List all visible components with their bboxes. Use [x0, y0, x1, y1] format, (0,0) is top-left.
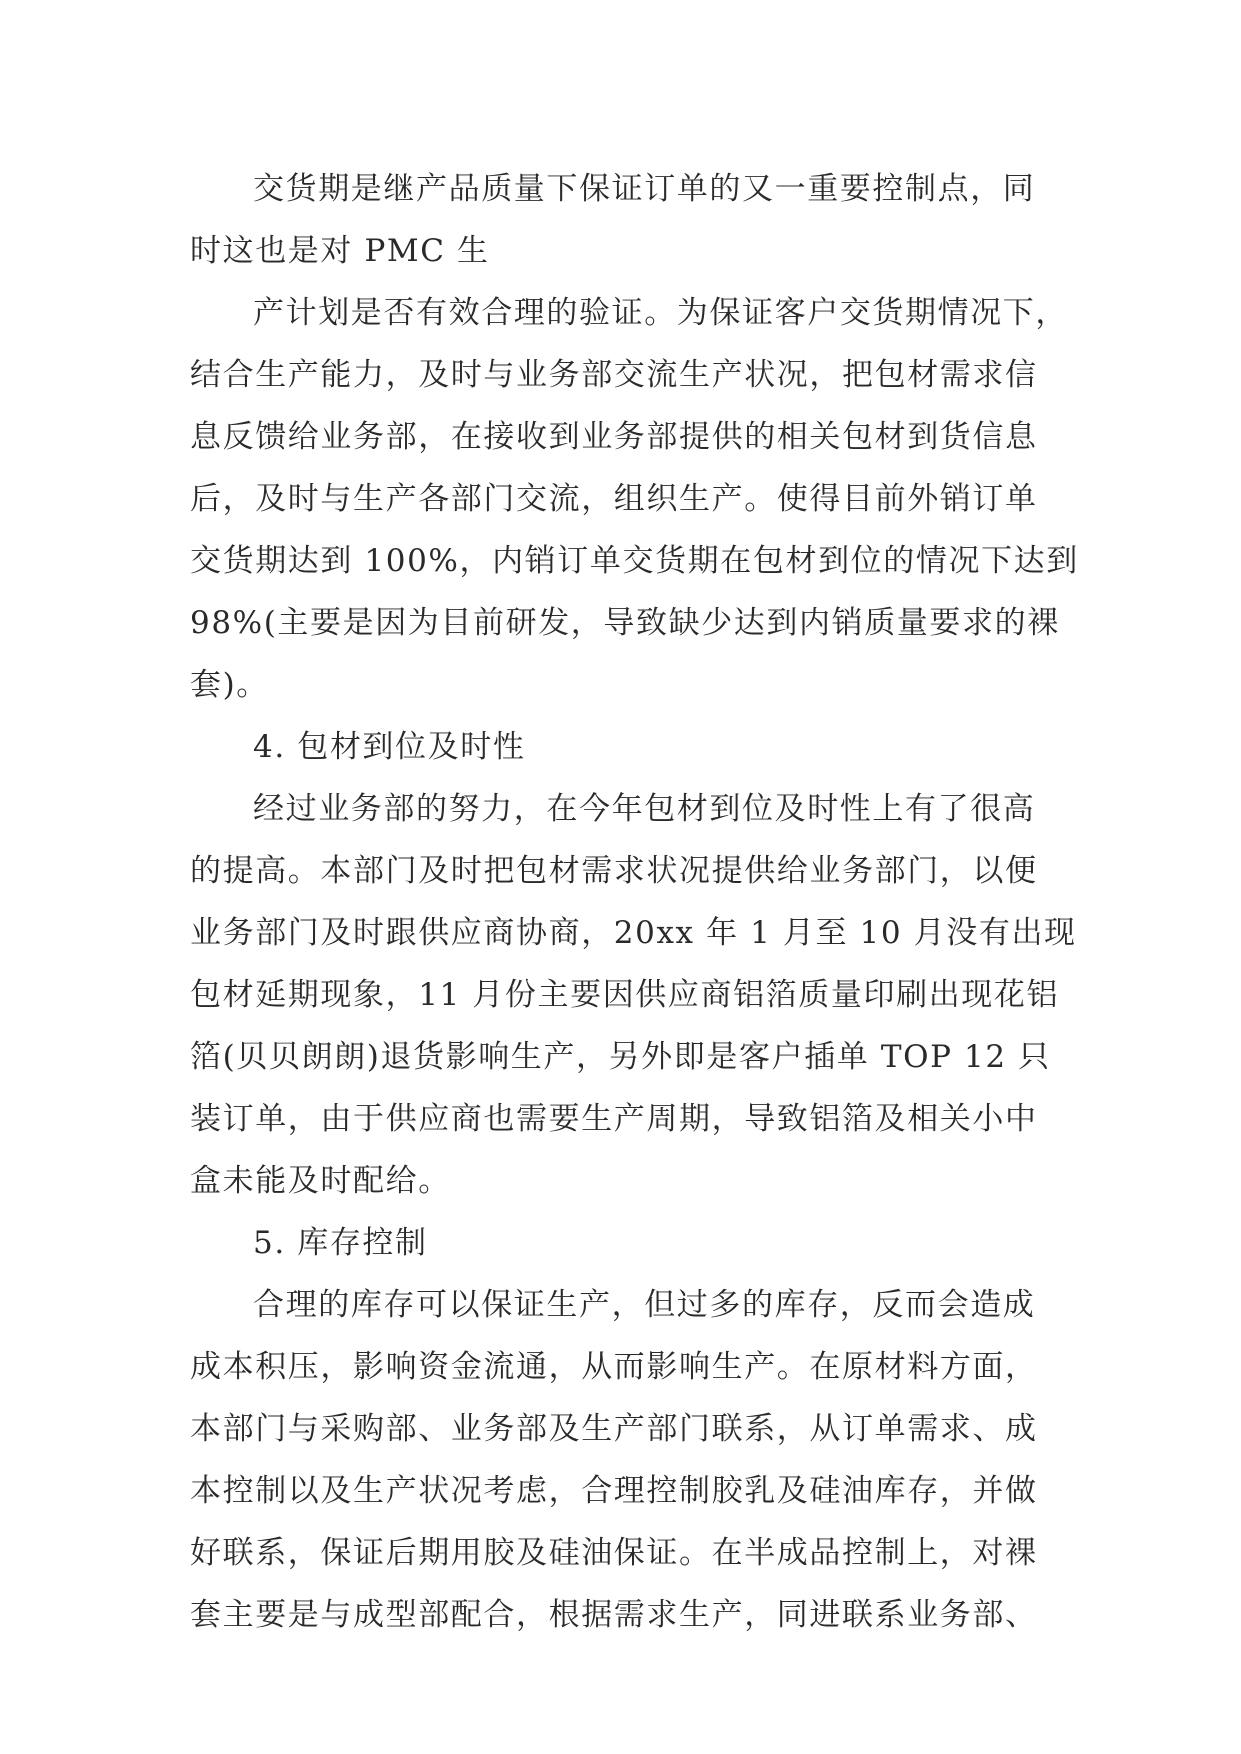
text-line: 98%(主要是因为目前研发，导致缺少达到内销质量要求的裸 [190, 605, 1060, 641]
text-line: 本控制以及生产状况考虑，合理控制胶乳及硅油库存，并做 [190, 1473, 1038, 1509]
text-line: 箔(贝贝朗朗)退货影响生产，另外即是客户插单 TOP 12 只 [190, 1039, 1051, 1075]
text-line: 5. 库存控制 [253, 1225, 428, 1261]
text-line: 4. 包材到位及时性 [253, 729, 526, 765]
text-line: 包材延期现象，11 月份主要因供应商铝箔质量印刷出现花铝 [190, 977, 1060, 1013]
text-line: 本部门与采购部、业务部及生产部门联系，从订单需求、成 [190, 1411, 1038, 1447]
text-line: 结合生产能力，及时与业务部交流生产状况，把包材需求信 [190, 357, 1038, 393]
text-line: 经过业务部的努力，在今年包材到位及时性上有了很高 [253, 791, 1036, 827]
text-line: 装订单，由于供应商也需要生产周期，导致铝箔及相关小中 [190, 1101, 1038, 1137]
text-line: 的提高。本部门及时把包材需求状况提供给业务部门，以便 [190, 853, 1038, 889]
text-line: 产计划是否有效合理的验证。为保证客户交货期情况下， [253, 295, 1068, 331]
text-line: 好联系，保证后期用胶及硅油保证。在半成品控制上，对裸 [190, 1535, 1038, 1571]
text-line: 套)。 [190, 667, 269, 703]
text-line: 业务部门及时跟供应商协商，20xx 年 1 月至 10 月没有出现 [190, 915, 1077, 951]
text-line: 后，及时与生产各部门交流，组织生产。使得目前外销订单 [190, 481, 1038, 517]
text-line: 时这也是对 PMC 生 [190, 233, 490, 269]
body-text [190, 158, 1090, 1646]
text-line: 交货期达到 100%，内销订单交货期在包材到位的情况下达到 [190, 543, 1079, 579]
text-line: 盒未能及时配给。 [190, 1163, 451, 1199]
text-line: 成本积压，影响资金流通，从而影响生产。在原材料方面， [190, 1349, 1038, 1385]
text-line: 息反馈给业务部，在接收到业务部提供的相关包材到货信息 [190, 419, 1038, 455]
text-line: 合理的库存可以保证生产，但过多的库存，反而会造成 [253, 1287, 1036, 1323]
text-line: 交货期是继产品质量下保证订单的又一重要控制点，同 [253, 171, 1036, 207]
text-line: 套主要是与成型部配合，根据需求生产，同进联系业务部、 [190, 1597, 1038, 1633]
